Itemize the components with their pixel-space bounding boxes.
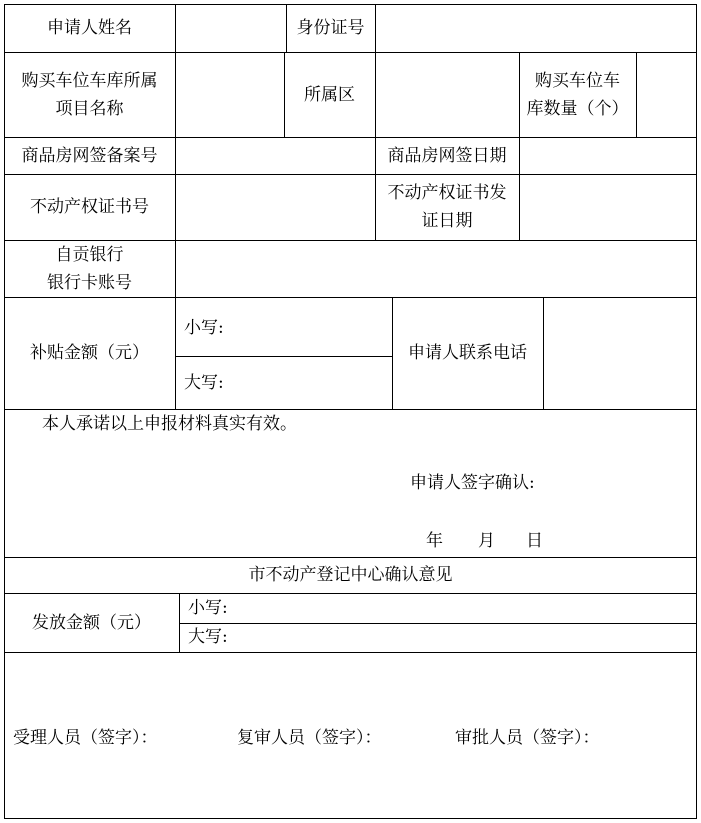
parking-count-field[interactable]: [637, 53, 695, 136]
issue-uppercase-label: 大写:: [188, 627, 228, 647]
bank-account-field[interactable]: [176, 241, 695, 296]
subsidy-uppercase-label: 大写:: [184, 373, 224, 393]
applicant-name-label: 申请人姓名: [47, 18, 132, 38]
project-name-label: [4, 52, 175, 137]
pledge-month-label: 月: [478, 531, 495, 551]
subsidy-uppercase-field[interactable]: [226, 358, 390, 407]
issue-amount-label: 发放金额（元）: [32, 612, 151, 633]
property-cert-number-field[interactable]: [176, 175, 374, 239]
column-divider: [175, 297, 176, 409]
column-divider: [179, 593, 180, 652]
issue-uppercase-field[interactable]: [232, 625, 694, 651]
rechecker-signature-label: 复审人员（签字）：: [237, 728, 382, 748]
applicant-name-field[interactable]: [176, 5, 285, 51]
approver-signature-label: 审批人员（签字）：: [455, 728, 600, 748]
applicant-signature-label: 申请人签字确认:: [410, 473, 535, 493]
bank-account-label: [4, 240, 175, 297]
contract-sign-date-label: 商品房网签日期: [387, 145, 507, 166]
district-label: 所属区: [304, 84, 355, 105]
bank-account-label-line1: 自贡银行: [55, 244, 124, 265]
project-name-field[interactable]: [176, 53, 283, 136]
property-cert-number-label: 不动产权证书号: [30, 197, 149, 217]
center-opinion-title: 市不动产登记中心确认意见: [248, 565, 453, 585]
row-divider: [180, 623, 697, 624]
parking-count-label-line1: 购买车位车: [535, 70, 620, 91]
pledge-statement: 本人承诺以上申报材料真实有效。: [42, 414, 297, 434]
cert-issue-date-label-line2: 证日期: [421, 211, 473, 231]
contract-filing-number-label: 商品房网签备案号: [21, 145, 158, 166]
cert-issue-date-label: [375, 174, 519, 240]
bank-account-label-line2: 银行卡账号: [47, 272, 132, 293]
reviewer-signature-label: 受理人员（签字）：: [13, 728, 158, 748]
issue-lowercase-label: 小写:: [188, 598, 228, 618]
pledge-day-label: 日: [526, 531, 543, 551]
subsidy-amount-label: 补贴金额（元）: [30, 343, 149, 363]
pledge-year-label: 年: [426, 531, 443, 551]
project-name-label-line1: 购买车位车库所属: [21, 70, 158, 91]
row-divider: [4, 652, 697, 653]
row-divider: [176, 356, 392, 357]
applicant-phone-field[interactable]: [544, 298, 695, 408]
cert-issue-date-field[interactable]: [520, 175, 695, 239]
contract-filing-number-field[interactable]: [176, 138, 374, 173]
applicant-signature-field[interactable]: [540, 468, 690, 498]
contract-sign-date-field[interactable]: [520, 138, 695, 173]
project-name-label-line2: 项目名称: [55, 98, 124, 119]
subsidy-lowercase-label: 小写:: [184, 318, 224, 338]
parking-count-label-line2: 库数量（个）: [526, 98, 629, 119]
parking-count-label: [519, 52, 636, 137]
id-number-field[interactable]: [376, 5, 695, 51]
cert-issue-date-label-line1: 不动产权证书发: [387, 183, 507, 203]
subsidy-lowercase-field[interactable]: [226, 300, 390, 354]
applicant-phone-label: 申请人联系电话: [408, 343, 527, 363]
id-number-label: 身份证号: [296, 18, 365, 38]
district-field[interactable]: [376, 53, 518, 136]
issue-lowercase-field[interactable]: [232, 595, 694, 622]
